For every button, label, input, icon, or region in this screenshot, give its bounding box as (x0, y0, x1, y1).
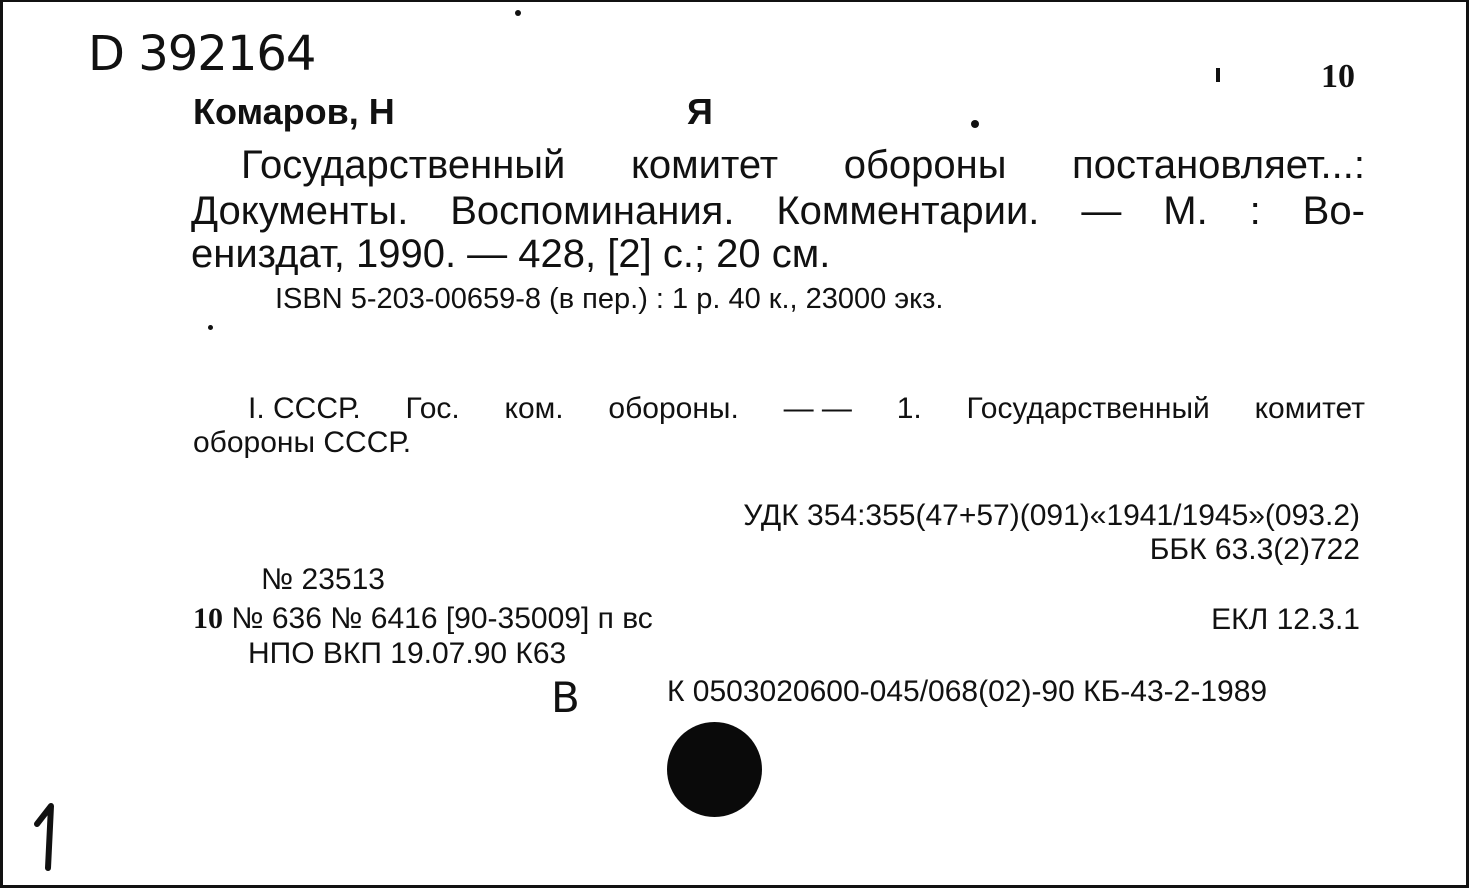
subject-word: комитет (1254, 392, 1365, 425)
title-word: Во- (1302, 189, 1365, 233)
subject-word: Государственный (966, 392, 1210, 425)
title-word: — (1081, 189, 1122, 233)
title-line-3: ениздат, 1990. — 428, [2] с.; 20 см. (191, 232, 831, 276)
udk-code: УДК 354:355(47+57)(091)«1941/1945»(093.2) (743, 499, 1360, 532)
author-period (971, 120, 979, 128)
punch-hole (667, 722, 762, 817)
isbn-line: ISBN 5-203-00659-8 (в пер.) : 1 р. 40 к., 23000 экз. (275, 283, 944, 315)
subject-word: обороны. (608, 392, 739, 425)
title-word: Документы. (191, 189, 409, 233)
call-number: D 392164 (88, 26, 316, 82)
order-details: № 636 № 6416 [90-35009] п вс (231, 602, 653, 635)
bbk-code: ББК 63.3(2)722 (1149, 533, 1360, 566)
registration-number: № 23513 (261, 563, 385, 596)
title-line-1 (241, 145, 1365, 185)
order-prefix: 10 (193, 602, 223, 635)
pencil-mark-1 (31, 802, 71, 872)
corner-number: 10 (1321, 58, 1355, 95)
title-line-2 (191, 191, 1365, 231)
ekl-code: ЕКЛ 12.3.1 (1211, 603, 1360, 636)
title-word: постановляет...: (1072, 143, 1365, 187)
author-surname: Комаров, Н (193, 91, 395, 132)
subject-heading-line-2: обороны СССР. (193, 426, 412, 459)
title-word: Комментарии. (776, 189, 1040, 233)
subject-word: ком. (504, 392, 564, 425)
subject-heading-line-1 (248, 394, 1365, 424)
title-word: обороны (843, 143, 1007, 187)
subject-word: I. СССР. (248, 392, 361, 425)
handwritten-letter: В (551, 673, 579, 722)
publisher-code: К 0503020600-045/068(02)-90 КБ-43-2-1989 (667, 675, 1268, 708)
title-word: : (1249, 189, 1261, 233)
stray-dot (208, 325, 213, 330)
stray-dot (515, 10, 521, 16)
author-initial: Я (687, 91, 713, 132)
subject-word: — — (783, 392, 852, 425)
title-word: Государственный (241, 143, 566, 187)
subject-word: 1. (896, 392, 922, 425)
subject-word: Гос. (405, 392, 460, 425)
order-line (193, 604, 653, 634)
title-word: М. (1163, 189, 1208, 233)
tick-mark (1216, 68, 1220, 82)
title-word: комитет (630, 143, 779, 187)
title-word: Воспоминания. (450, 189, 735, 233)
npo-line: НПО ВКП 19.07.90 К63 (248, 637, 567, 670)
